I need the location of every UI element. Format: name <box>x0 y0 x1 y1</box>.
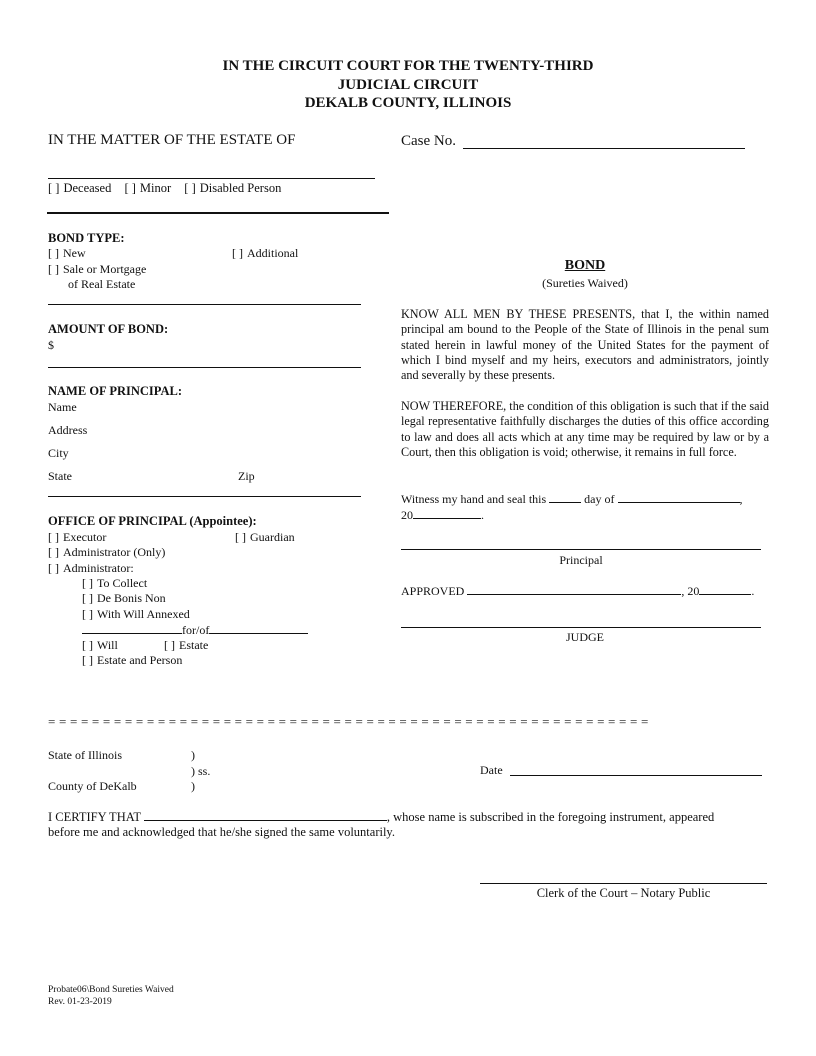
certify-name-field[interactable] <box>144 809 387 821</box>
bond-type-divider <box>48 304 361 305</box>
principal-address-label: Address <box>48 423 88 437</box>
county-paren: ) <box>191 779 195 793</box>
case-number-label: Case No. <box>401 133 456 149</box>
disabled-person-checkbox[interactable]: [ ] Disabled Person <box>184 181 282 195</box>
bond-type-additional-checkbox[interactable]: [ ] Additional <box>232 246 299 260</box>
will-checkbox[interactable]: [ ] Will <box>82 638 118 652</box>
estate-name-field[interactable] <box>48 178 375 179</box>
revision-date: Rev. 01-23-2019 <box>48 997 112 1007</box>
bond-type-heading: BOND TYPE: <box>48 231 125 245</box>
state-label: State of Illinois <box>48 748 122 762</box>
witness-year-line: 20 . <box>401 508 484 522</box>
amount-field[interactable] <box>48 367 361 368</box>
judge-label: JUDGE <box>566 630 604 644</box>
executor-checkbox[interactable]: [ ] Executor <box>48 530 107 544</box>
bond-title: BOND <box>564 258 606 273</box>
court-title-line2: JUDICIAL CIRCUIT <box>337 77 479 93</box>
judge-signature-line[interactable] <box>401 627 761 628</box>
principal-name-label: Name <box>48 400 77 414</box>
matter-divider <box>47 212 389 214</box>
principal-heading: NAME OF PRINCIPAL: <box>48 384 183 398</box>
principal-signature-line[interactable] <box>401 549 761 550</box>
administrator-checkbox[interactable]: [ ] Administrator: <box>48 561 134 575</box>
bond-type-new-checkbox[interactable]: [ ] New <box>48 246 86 260</box>
section-separator: = = = = = = = = = = = = = = = = = = = = = = = = = = = = = = = = = = = = = = = = = = = = = = = = = = = = = = = <box>48 714 649 729</box>
state-paren: ) <box>191 748 195 762</box>
for-of-line: for/of <box>82 622 308 638</box>
witness-year-field[interactable] <box>413 507 481 519</box>
deceased-checkbox[interactable]: [ ] Deceased <box>48 181 112 195</box>
minor-checkbox[interactable]: [ ] Minor <box>124 181 172 195</box>
certify-line-2: before me and acknowledged that he/she signed the same voluntarily. <box>48 825 395 839</box>
principal-city-label: City <box>48 446 69 460</box>
guardian-checkbox[interactable]: [ ] Guardian <box>235 530 295 544</box>
witness-line: Witness my hand and seal this day of , <box>401 492 743 506</box>
ss-label: ) ss. <box>191 764 211 778</box>
bond-type-sale-line2: of Real Estate <box>68 277 136 291</box>
with-will-annexed-checkbox[interactable]: [ ] With Will Annexed <box>82 607 190 621</box>
clerk-signature-line[interactable] <box>480 883 767 884</box>
principal-divider <box>48 496 361 497</box>
case-number-field[interactable] <box>463 148 745 149</box>
estate-of-label: IN THE MATTER OF THE ESTATE OF <box>48 132 296 148</box>
administrator-only-checkbox[interactable]: [ ] Administrator (Only) <box>48 545 166 559</box>
for-of-field-1[interactable] <box>82 622 182 634</box>
amount-heading: AMOUNT OF BOND: <box>48 322 169 336</box>
county-label: County of DeKalb <box>48 779 137 793</box>
approved-field[interactable] <box>467 583 681 595</box>
certify-line: I CERTIFY THAT , whose name is subscribed in the foregoing instrument, appeared <box>48 810 715 824</box>
approved-line: APPROVED , 20 . <box>401 584 755 598</box>
witness-month-field[interactable] <box>618 491 740 503</box>
form-id: Probate06\Bond Sureties Waived <box>48 985 174 995</box>
estate-and-person-checkbox[interactable]: [ ] Estate and Person <box>82 653 183 667</box>
principal-state-label: State <box>48 469 72 483</box>
principal-zip-label: Zip <box>238 469 255 483</box>
bond-paragraph-1: KNOW ALL MEN BY THESE PRESENTS, that I, the within named principal am bound to the People of the State of Illinois in the penal sum stated herein in lawful money of the United States for the payment of which I bind myself and my heirs, executors and administrators, jointly and severally by these presents. <box>401 307 769 383</box>
bond-subtitle: (Sureties Waived) <box>542 276 628 290</box>
court-title-line1: IN THE CIRCUIT COURT FOR THE TWENTY-THIRD <box>222 58 594 74</box>
de-bonis-non-checkbox[interactable]: [ ] De Bonis Non <box>82 591 166 605</box>
office-heading: OFFICE OF PRINCIPAL (Appointee): <box>48 514 257 528</box>
bond-type-sale-checkbox[interactable]: [ ] Sale or Mortgage <box>48 262 147 276</box>
witness-day-field[interactable] <box>549 491 581 503</box>
clerk-label: Clerk of the Court – Notary Public <box>536 886 711 900</box>
date-label: Date <box>480 763 503 777</box>
for-of-field-2[interactable] <box>209 622 308 634</box>
to-collect-checkbox[interactable]: [ ] To Collect <box>82 576 148 590</box>
principal-signature-label: Principal <box>559 553 603 567</box>
court-title-line3: DEKALB COUNTY, ILLINOIS <box>304 95 512 111</box>
bond-paragraph-2: NOW THEREFORE, the condition of this obligation is such that if the said legal representative faithfully discharges the duties of this office according to law and does all acts which at any time may be required by law or by a Court, then this obligation is void; otherwise, it remains in full force. <box>401 399 769 459</box>
approved-year-field[interactable] <box>699 583 751 595</box>
estate-checkbox[interactable]: [ ] Estate <box>164 638 209 652</box>
amount-currency: $ <box>48 338 54 352</box>
status-checkboxes <box>48 181 281 196</box>
date-field[interactable] <box>510 775 762 776</box>
